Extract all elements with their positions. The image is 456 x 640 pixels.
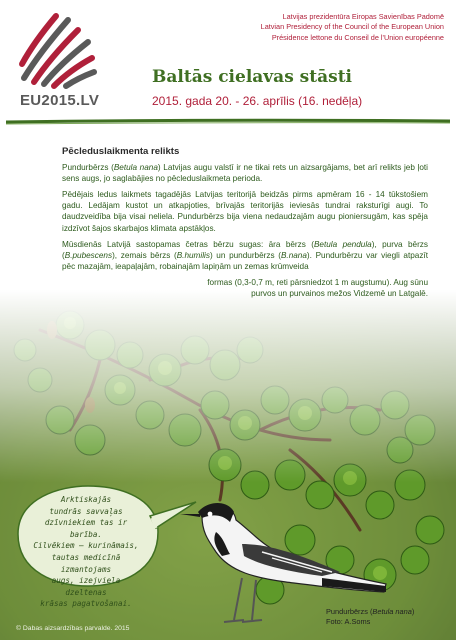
page-title: Baltās cielavas stāsti [152,67,352,87]
copyright-footer: © Dabas aizsardzības parvalde. 2015 [16,625,130,632]
paragraph-2: Pēdējais ledus laikmets tagadējās Latvijas teritorijā beidzās pirms apmēram 16 - 14 tūkstošiem gadu. Ledājam kustot un atkapjoties, brīvajās teritorijās ieviesās tundrai raksturīgi augi. To daudzveidība bija visai neliela. Pundurbērzs bija viena nedaudzajām augu pioniersugām, kas spēja izdzīvot šajos skarbajos klimata apstākļos. [62,190,428,233]
date-line: 2015. gada 20. - 26. aprīlis (16. nedēļa) [152,94,363,108]
paragraph-1: Pundurbērzs (Betula nana) Latvijas augu valstī ir ne tikai rets un aizsargājams, bet arī relikts jeb ļoti sens augs, jo saglabājies no pēcleduslaikmeta perioda. [62,163,428,184]
article [62,146,428,304]
eu2015-logo-icon [16,8,98,90]
paragraph-3: Mūsdienās Latvijā sastopamas četras bērzu sugas: āra bērzs (Betula pendula), purva bērzs (B.pubescens), zemais bērzs (B.humilis) un pundurbērzs (B.nana). Pundurbērzu var viegli atpazīt pēc mazajām, ieapaļajām, robainajām lapiņām un zemas krūmveida [62,239,429,271]
header-divider [6,118,450,126]
presidency-block [184,12,444,43]
logo-wordmark: EU2015.LV [20,92,100,109]
presidency-line-lv: Latvijas prezidentūra Eiropas Savienības Padomē [282,12,444,21]
paragraph-4: formas (0,3-0,7 m, reti pārsniedzot 1 m augstumu). Aug sūnu purvos un purvainos mežos Vidzemē un Latgalē. [207,277,428,299]
photo-caption: Pundurbērzs (Betula nana) Foto: A.Soms [326,607,415,626]
bubble-text: Arktiskajās tundrās savvaļas dzīvniekiem tas ir barība. Cilvēkiem – kurināmais, tautas medicīnā izmantojams augs, izejviela dzeltenas krāsas pagatvošanai. [33,495,139,609]
article-heading: Pēcleduslaikmenta relikts [62,146,180,157]
presidency-line-en: Latvian Presidency of the Council of the European Union [260,22,444,32]
presidency-line-fr: Présidence lettone du Conseil de l'Union européenne [271,32,444,42]
